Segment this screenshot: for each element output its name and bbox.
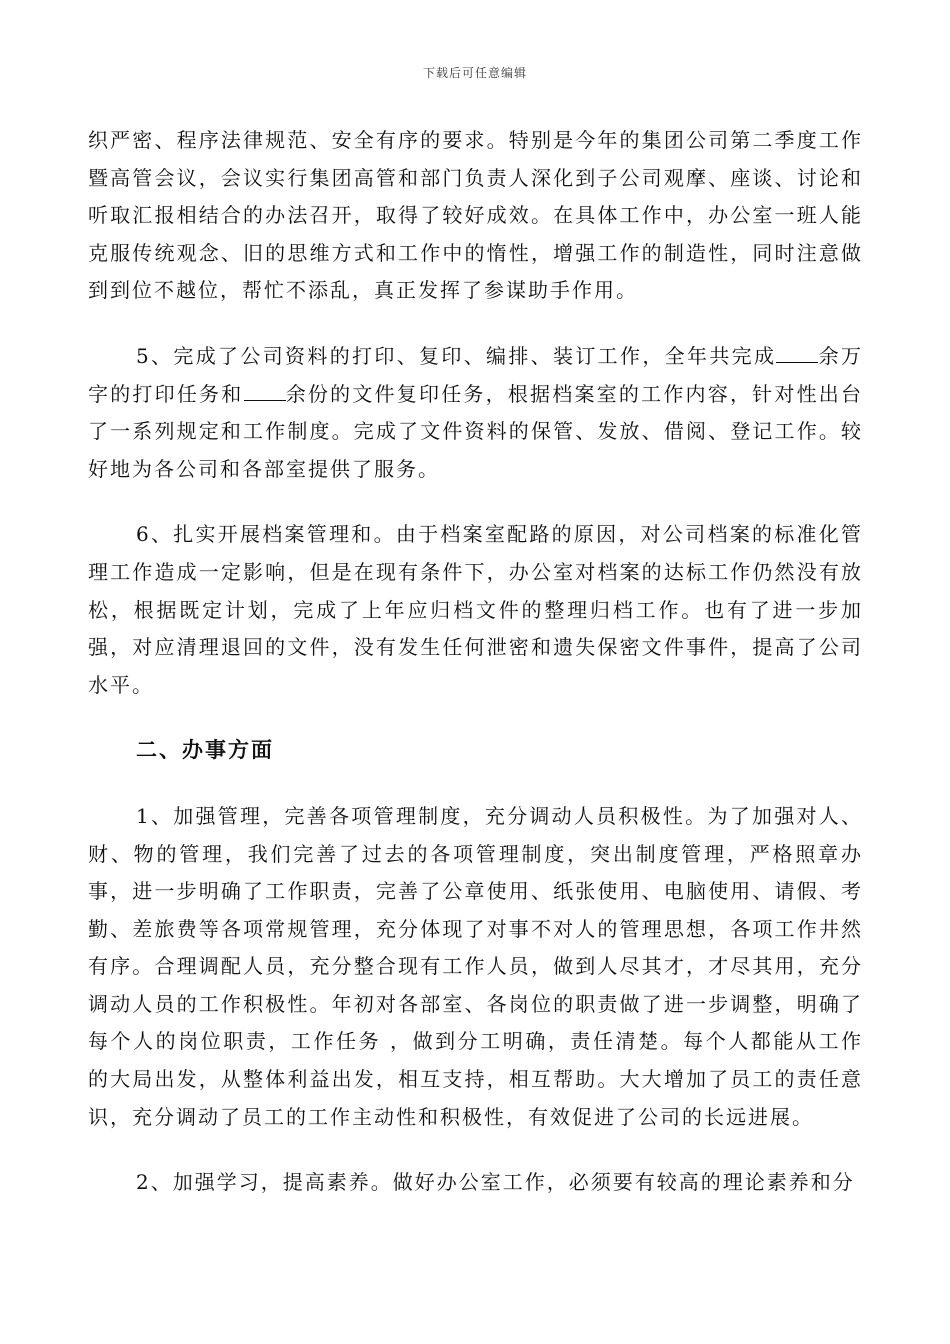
- paragraph-section2-item-2: 2、加强学习，提高素养。做好办公室工作，必须要有较高的理论素养和分: [136, 1170, 855, 1195]
- blank-underline: [244, 380, 286, 401]
- paragraph-section2-item-1: 1、加强管理，完善各项管理制度，充分调动人员积极性。为了加强对人、财、物的管理，我们完善了过去的各项管理制度，突出制度管理，严格照章办事，进一步明确了工作职责，完善了公章使用、纸张使用、电脑使用、请假、考勤、差旅费等各项常规管理，充分体现了对事不对人的管理思想，各项工作井然有序。合理调配人员，充分整合现有工作人员，做到人尽其才，才尽其用，充分调动人员的工作积极性。年初对各部室、各岗位的职责做了进一步调整，明确了每个人的岗位职责，工作任务 ，做到分工明确，责任清楚。每个人都能从工作的大局出发，从整体利益出发，相互支持，相互帮助。大大增加了员工的责任意识，充分调动了员工的工作主动性和积极性，有效促进了公司的长远进展。: [88, 803, 863, 1129]
- document-body: [88, 122, 863, 1230]
- paragraph-continued: 织严密、程序法律规范、安全有序的要求。特别是今年的集团公司第二季度工作暨高管会议，会议实行集团高管和部门负责人深化到子公司观摩、座谈、讨论和听取汇报相结合的办法召开，取得了较好成效。在具体工作中，办公室一班人能克服传统观念、旧的思维方式和工作中的惰性，增强工作的制造性，同时注意做到到位不越位，帮忙不添乱，真正发挥了参谋助手作用。: [88, 128, 863, 303]
- paragraph-item-6: 6、扎实开展档案管理和。由于档案室配路的原因，对公司档案的标准化管理工作造成一定影响，但是在现有条件下，办公室对档案的达标工作仍然没有放松，根据既定计划，完成了上年应归档文件的整理归档工作。也有了进一步加强，对应清理退回的文件，没有发生任何泄密和遗失保密文件事件，提高了公司水平。: [88, 522, 863, 697]
- paragraph-item-5-part-a: 5、完成了公司资料的打印、复印、编排、装订工作，全年共完成: [136, 343, 777, 368]
- paragraph-item-5: [88, 338, 863, 488]
- blank-underline: [776, 342, 818, 363]
- paragraph-item-5-part-c: 余份的文件复印任务，根据档案室的工作内容，针对性出台了一系列规定和工作制度。完成了文件资料的保管、发放、借阅、登记工作。较好地为各公司和各部室提供了服务。: [88, 381, 864, 481]
- paragraph-item-5-part-b: 余万字的打印任务和: [88, 343, 863, 406]
- section-heading: 二、办事方面: [136, 738, 274, 763]
- header-note: 下载后可任意编辑: [422, 66, 527, 80]
